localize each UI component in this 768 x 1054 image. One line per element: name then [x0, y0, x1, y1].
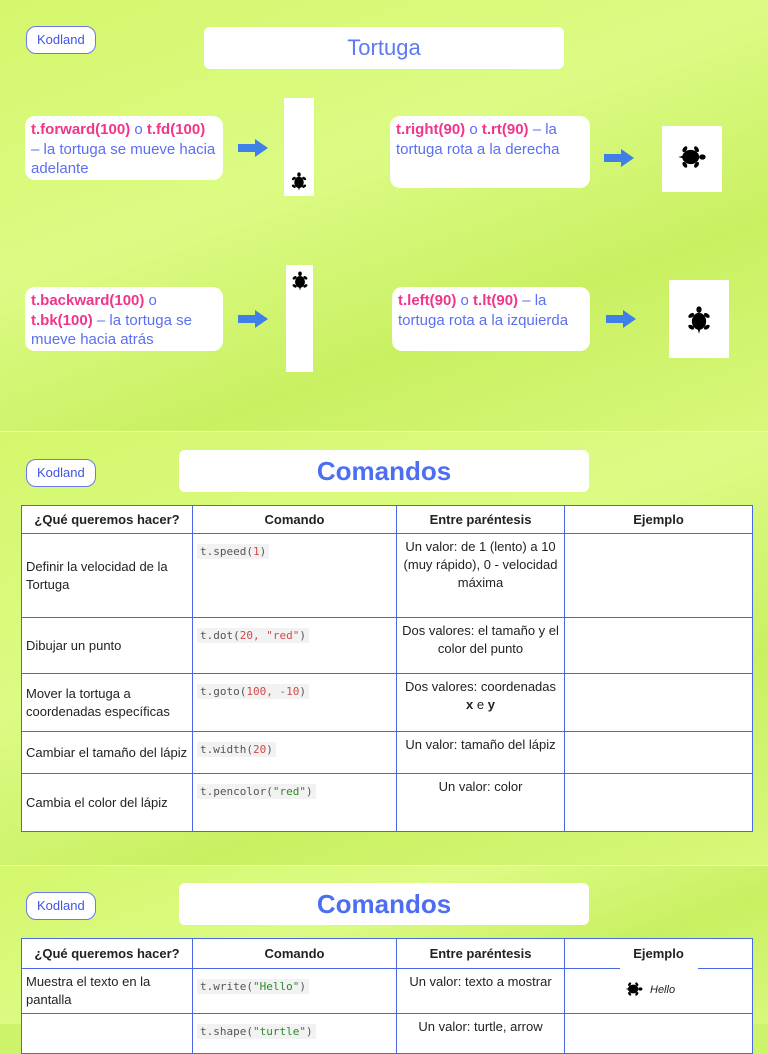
function-args: "Hello" — [252, 980, 300, 993]
or-text: o — [465, 121, 482, 138]
kodland-badge: Kodland — [26, 26, 96, 54]
example-image — [620, 967, 698, 1013]
command-bk: t.bk(100) — [31, 311, 93, 329]
cell-what: Mover la tortuga a coordenadas específicas — [22, 674, 193, 732]
example-panel-forward — [284, 98, 314, 196]
cell-command: t.write("Hello") — [193, 969, 397, 1014]
cell-command: t.width(20) — [193, 732, 397, 774]
slide-title: Comandos — [179, 883, 589, 925]
params-x: x — [466, 697, 474, 712]
example-text: Hello — [650, 984, 676, 996]
turtle-icon — [290, 172, 308, 191]
function-args: 100, -10 — [246, 685, 300, 698]
command-description: – la tortuga rota a la izquierda — [398, 292, 569, 329]
cell-example — [565, 774, 753, 832]
command-description: – la tortuga rota a la derecha — [396, 121, 560, 158]
function-name: t.speed — [200, 545, 247, 558]
commands-table — [21, 938, 753, 1054]
or-text: o — [456, 292, 474, 309]
cell-example — [565, 969, 753, 1014]
function-name: t.goto — [200, 685, 240, 698]
arrow-right-icon — [238, 139, 268, 157]
params-y: y — [487, 697, 495, 712]
command-card-left — [392, 287, 590, 351]
function-args: "red" — [272, 785, 306, 798]
header-command: Comando — [193, 506, 397, 534]
header-what: ¿Qué queremos hacer? — [22, 506, 193, 534]
example-panel-left — [669, 280, 729, 358]
arrow-right-icon — [604, 149, 634, 167]
cell-what — [22, 1014, 193, 1054]
command-forward: t.forward(100) — [31, 121, 131, 138]
table-row — [22, 969, 753, 1014]
command-description: – la tortuga se mueve hacia adelante — [31, 140, 216, 177]
header-example: Ejemplo — [565, 939, 753, 969]
function-args: "turtle" — [252, 1025, 306, 1038]
command-card-backward — [25, 287, 223, 351]
command-backward: t.backward(100) — [31, 292, 145, 309]
table-header-row — [22, 939, 753, 969]
command-card-forward — [25, 116, 223, 180]
function-name: t.shape — [200, 1025, 247, 1038]
arrow-right-icon — [238, 310, 268, 328]
slide-comandos-2 — [0, 866, 768, 1038]
cell-what: Definir la velocidad de la Tortuga — [22, 534, 193, 618]
function-name: t.width — [200, 743, 247, 756]
turtle-icon — [291, 271, 309, 291]
cell-params: Un valor: color — [397, 774, 565, 832]
cell-what: Cambia el color del lápiz — [22, 774, 193, 832]
function-name: t.write — [200, 980, 247, 993]
slide-title: Comandos — [179, 450, 589, 492]
cell-command: t.pencolor("red") — [193, 774, 397, 832]
table-row — [22, 674, 753, 732]
params-text: Dos valores: coordenadas — [404, 679, 557, 694]
command-fd: t.fd(100) — [146, 121, 206, 138]
cell-what: Dibujar un punto — [22, 618, 193, 674]
table-row — [22, 618, 753, 674]
header-command: Comando — [193, 939, 397, 969]
cell-params: Un valor: de 1 (lento) a 10 (muy rápido), 0 - velocidad máxima — [397, 534, 565, 618]
cell-command: t.shape("turtle") — [193, 1014, 397, 1054]
command-left: t.left(90) — [398, 292, 457, 309]
command-description: – la tortuga se mueve hacia atrás — [31, 311, 192, 348]
turtle-icon — [677, 144, 707, 170]
function-name: t.dot — [200, 629, 234, 642]
or-text: o — [130, 121, 147, 138]
cell-what: Muestra el texto en la pantalla — [22, 969, 193, 1014]
cell-command: t.goto(100, -10) — [193, 674, 397, 732]
table-row — [22, 534, 753, 618]
command-right: t.right(90) — [396, 121, 466, 138]
kodland-badge: Kodland — [26, 459, 96, 487]
kodland-badge: Kodland — [26, 892, 96, 920]
cell-params: Un valor: turtle, arrow — [397, 1014, 565, 1054]
cell-example — [565, 1014, 753, 1054]
cell-command: t.speed(1) — [193, 534, 397, 618]
function-name: t.pencolor — [200, 785, 267, 798]
slide-tortuga — [0, 0, 768, 432]
or-text: o — [144, 292, 157, 309]
slide-comandos-1 — [0, 432, 768, 866]
example-panel-right — [662, 126, 722, 192]
cell-example — [565, 534, 753, 618]
commands-table — [21, 505, 753, 832]
table-header-row — [22, 506, 753, 534]
header-what: ¿Qué queremos hacer? — [22, 939, 193, 969]
example-panel-backward — [286, 265, 313, 372]
slide-title: Tortuga — [204, 27, 564, 69]
header-params: Entre paréntesis — [397, 506, 565, 534]
command-rt: t.rt(90) — [481, 121, 529, 138]
command-card-right — [390, 116, 590, 188]
cell-params: Un valor: tamaño del lápiz — [397, 732, 565, 774]
cell-params: Dos valores: el tamaño y el color del punto — [397, 618, 565, 674]
turtle-icon — [624, 981, 644, 997]
cell-example — [565, 732, 753, 774]
arrow-right-icon — [606, 310, 636, 328]
params-text: e — [473, 697, 488, 712]
cell-command: t.dot(20, "red") — [193, 618, 397, 674]
cell-params: Un valor: texto a mostrar — [397, 969, 565, 1014]
cell-params — [397, 674, 565, 732]
header-params: Entre paréntesis — [397, 939, 565, 969]
cell-example — [565, 674, 753, 732]
function-args: 20, "red" — [239, 629, 300, 642]
header-example: Ejemplo — [565, 506, 753, 534]
turtle-icon — [686, 304, 712, 336]
function-args: 1 — [252, 545, 260, 558]
cell-example — [565, 618, 753, 674]
cell-what: Cambiar el tamaño del lápiz — [22, 732, 193, 774]
table-row — [22, 1014, 753, 1054]
table-row — [22, 732, 753, 774]
command-lt: t.lt(90) — [473, 292, 519, 309]
table-row — [22, 774, 753, 832]
function-args: 20 — [252, 743, 267, 756]
